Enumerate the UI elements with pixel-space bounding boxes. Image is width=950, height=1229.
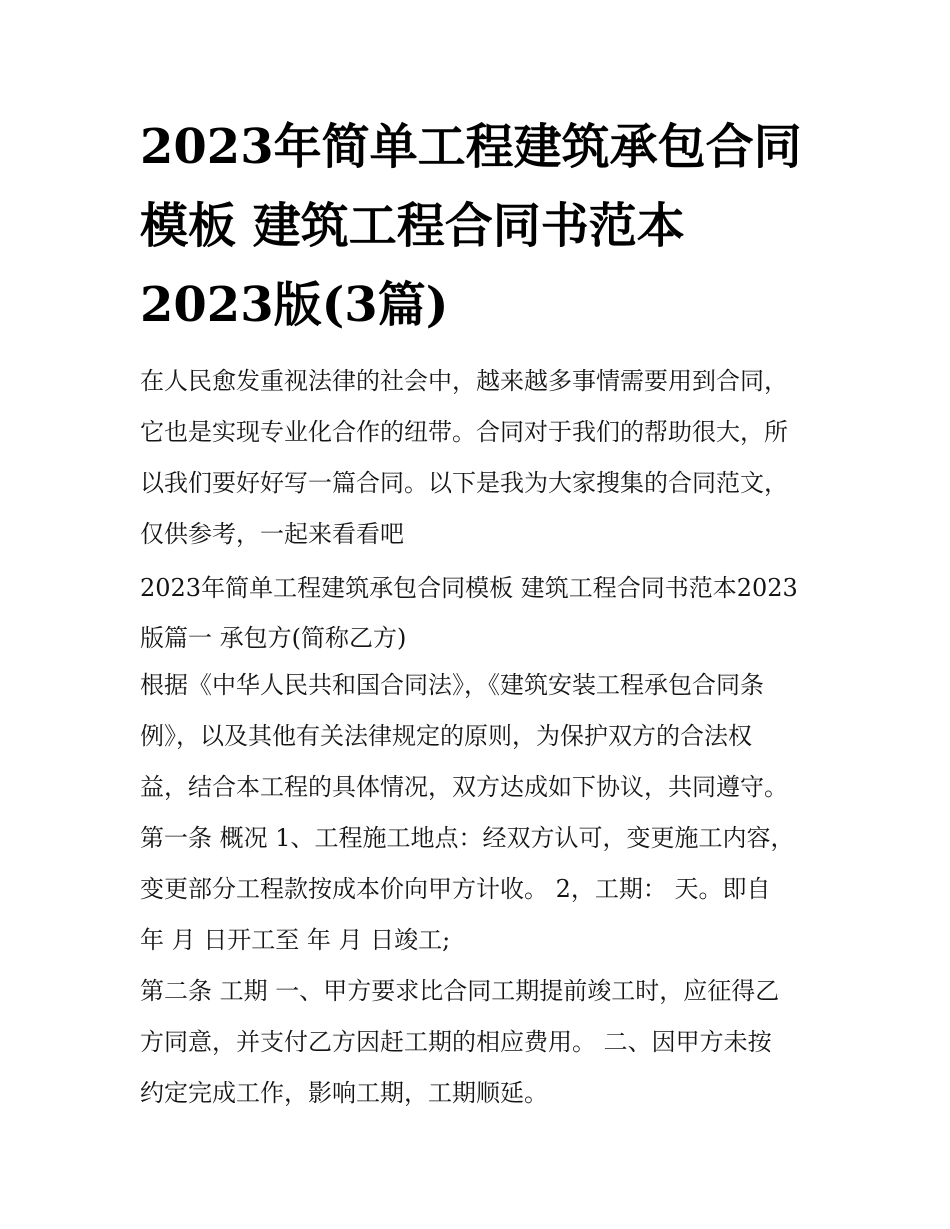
legal-basis-paragraph: [140, 660, 820, 813]
section-heading: [140, 563, 820, 663]
intro-paragraph: [140, 356, 820, 560]
text-line: 变更部分工程款按成本价向甲方计收。 2，工期： 天。即自: [140, 875, 771, 903]
title-line: 2023年简单工程建筑承包合同: [140, 119, 802, 175]
text-line: 2023年简单工程建筑承包合同模板 建筑工程合同书范本2023: [140, 574, 798, 602]
article-two-paragraph: [140, 966, 820, 1119]
text-line: 年 月 日开工至 年 月 日竣工;: [140, 926, 451, 954]
text-line: 在人民愈发重视法律的社会中，越来越多事情需要用到合同，: [140, 367, 788, 395]
text-line: 根据《中华人民共和国合同法》，《建筑安装工程承包合同条: [140, 671, 764, 699]
text-line: 以我们要好好写一篇合同。以下是我为大家搜集的合同范文，: [140, 469, 788, 497]
text-line: 它也是实现专业化合作的纽带。合同对于我们的帮助很大，所: [140, 418, 788, 446]
text-line: 第二条 工期 一、甲方要求比合同工期提前竣工时，应征得乙: [140, 977, 780, 1005]
article-one-paragraph: [140, 813, 820, 966]
document-title: [140, 108, 820, 345]
title-line: 模板 建筑工程合同书范本: [140, 198, 685, 254]
title-line: 2023版(3篇): [140, 277, 449, 333]
text-line: 版篇一 承包方(简称乙方): [140, 624, 407, 652]
text-line: 约定完成工作，影响工期，工期顺延。: [140, 1079, 548, 1107]
text-line: 方同意，并支付乙方因赶工期的相应费用。 二、因甲方未按: [140, 1028, 772, 1056]
text-line: 益，结合本工程的具体情况，双方达成如下协议，共同遵守。: [140, 773, 788, 801]
text-line: 仅供参考，一起来看看吧: [140, 520, 404, 548]
text-line: 第一条 概况 1、工程施工地点：经双方认可，变更施工内容，: [140, 824, 795, 852]
text-line: 例》，以及其他有关法律规定的原则，为保护双方的合法权: [140, 722, 752, 750]
